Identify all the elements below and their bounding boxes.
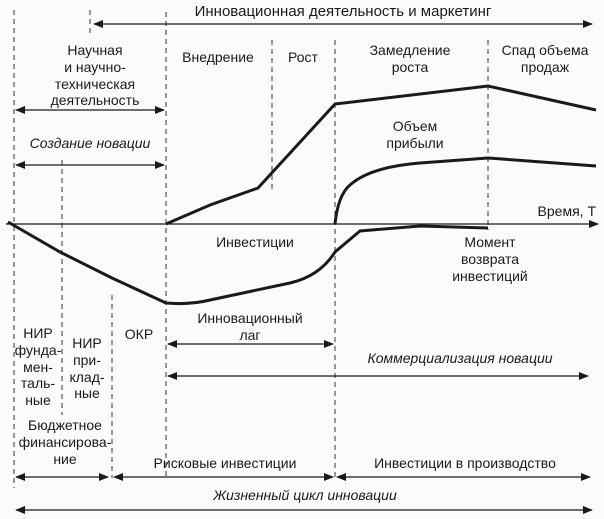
okr-label: ОКР [124,326,154,342]
decline-line-2: продаж [520,58,570,75]
slowdown-phase-label [345,42,475,76]
science-line-3: техническая [54,75,136,92]
implementation-phase-label: Внедрение [182,49,254,65]
budget-line-1: Бюджетное [28,417,102,433]
investments-label: Инвестиции [216,234,294,250]
nir-fund-line-4: таль- [20,375,56,392]
decline-phase-label [490,42,600,76]
budget-line-2: финансирова- [18,433,112,450]
slowdown-line-2: роста [391,58,429,75]
lag-line-2: лаг [239,326,261,343]
profit-label [360,118,470,152]
nir-fund-line-3: мен- [23,358,53,375]
budget-line-3: ние [53,450,77,467]
nir-applied-label [62,335,112,402]
science-line-2: и научно- [64,58,126,75]
science-line-4: деятельность [50,92,140,109]
nir-fund-line-1: НИР [23,325,53,341]
budget-label [10,417,120,467]
profit-line-1: Объем [392,118,438,134]
science-phase-label [30,42,160,109]
nir-fund-label [14,325,62,409]
nir-fund-line-5: ные [25,392,51,409]
nir-applied-line-3: клад- [69,368,105,385]
nir-applied-line-1: НИР [72,335,102,351]
profit-line-2: прибыли [386,134,444,151]
commercialization-label: Коммерциализация новации [367,350,553,366]
production-investments-label: Инвестиции в производство [374,455,556,471]
payback-line-2: возврата [460,250,520,267]
growth-phase-label: Рост [288,49,318,65]
payback-line-3: инвестиций [452,267,528,284]
slowdown-line-1: Замедление [369,42,451,58]
life-cycle-label: Жизненный цикл инновации [213,487,397,503]
nir-fund-line-2: фунда- [14,341,62,358]
decline-line-1: Спад объема [501,42,589,58]
payback-line-1: Момент [464,234,516,250]
lag-line-1: Инновационный [197,310,303,326]
nir-applied-line-2: при- [73,351,101,368]
time-axis-label: Время, T [537,203,596,219]
marketing-span-label: Инновационная деятельность и маркетинг [194,3,492,20]
innovation-lag-label [180,310,320,344]
payback-label [430,234,550,284]
nir-applied-line-4: ные [74,385,100,402]
science-line-1: Научная [67,42,123,58]
risk-investments-label: Рисковые инвестиции [153,455,297,471]
creation-label: Создание новации [29,135,151,151]
